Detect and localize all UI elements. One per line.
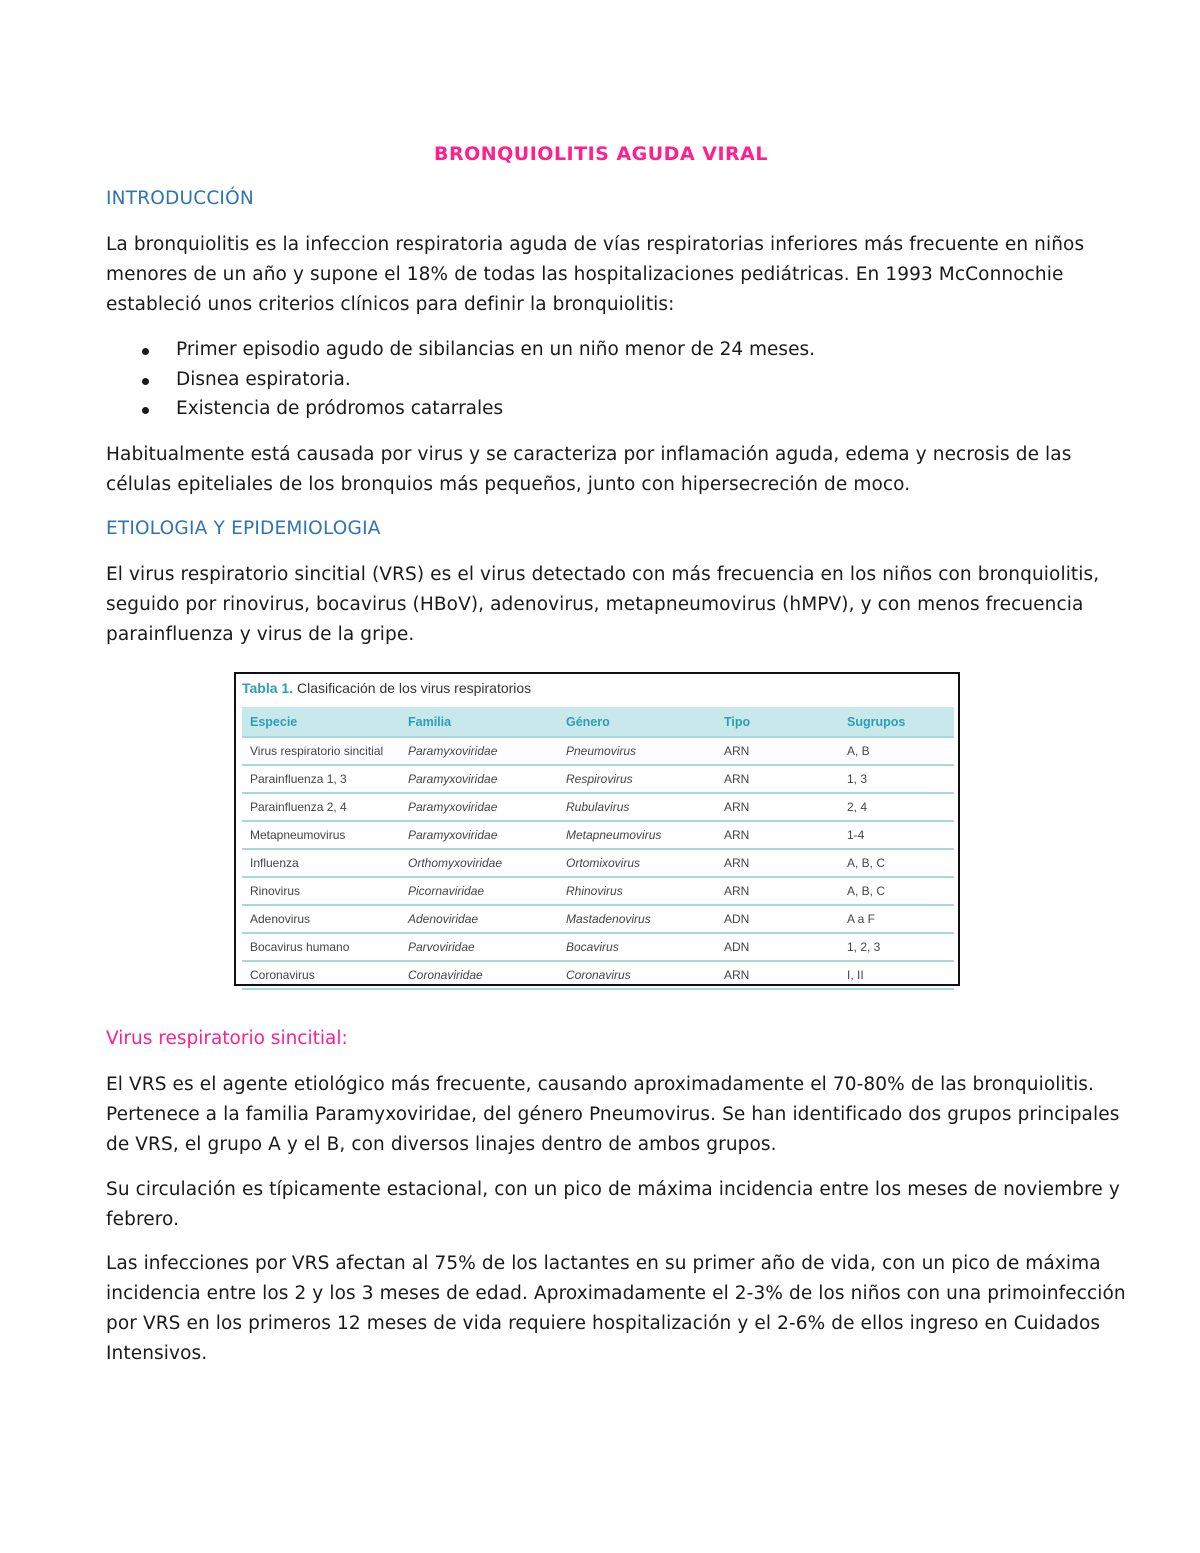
intro-paragraph bbox=[106, 230, 1096, 320]
table-cell: Adenovirus bbox=[242, 905, 400, 933]
text-line: Su circulación es típicamente estacional, con un pico de máxima incidencia entre los meses de noviembre y bbox=[106, 1179, 1120, 1200]
list-item-text: Disnea espiratoria. bbox=[176, 368, 351, 390]
table-cell: Ortomixovirus bbox=[558, 849, 716, 877]
list-item bbox=[106, 335, 815, 365]
table-cell: Coronavirus bbox=[558, 961, 716, 989]
table-cell: Rinovirus bbox=[242, 877, 400, 905]
table-cell: A, B bbox=[839, 737, 954, 765]
document-title: BRONQUIOLITIS AGUDA VIRAL bbox=[433, 143, 768, 165]
table-cell: ARN bbox=[716, 877, 839, 905]
bullet-icon bbox=[142, 348, 149, 355]
table-header-row bbox=[242, 707, 954, 737]
column-header: Sugrupos bbox=[839, 707, 954, 737]
text-line: estableció unos criterios clínicos para definir la bronquiolitis: bbox=[106, 294, 675, 315]
text-line: febrero. bbox=[106, 1209, 180, 1230]
column-header: Especie bbox=[242, 707, 400, 737]
column-header: Tipo bbox=[716, 707, 839, 737]
text-line: Habitualmente está causada por virus y se caracteriza por inflamación aguda, edema y necrosis de las bbox=[106, 444, 1072, 465]
text-line: parainfluenza y virus de la gripe. bbox=[106, 624, 415, 645]
table-cell: Mastadenovirus bbox=[558, 905, 716, 933]
table-cell: Picornaviridae bbox=[400, 877, 558, 905]
table-row bbox=[242, 737, 954, 765]
column-header: Género bbox=[558, 707, 716, 737]
table-cell: ARN bbox=[716, 765, 839, 793]
table-cell: A a F bbox=[839, 905, 954, 933]
table-cell: ARN bbox=[716, 849, 839, 877]
table-cell: A, B, C bbox=[839, 849, 954, 877]
table-cell: Bocavirus humano bbox=[242, 933, 400, 961]
bullet-icon bbox=[142, 378, 149, 385]
etiologia-paragraph bbox=[106, 560, 1100, 650]
table-cell: ARN bbox=[716, 961, 839, 989]
table-caption-text: Clasificación de los virus respiratorios bbox=[296, 680, 532, 696]
table-row bbox=[242, 849, 954, 877]
table-cell: Parainfluenza 1, 3 bbox=[242, 765, 400, 793]
criteria-list bbox=[106, 335, 815, 424]
table-cell: 1-4 bbox=[839, 821, 954, 849]
table-caption bbox=[242, 680, 531, 696]
table-cell: Coronavirus bbox=[242, 961, 400, 989]
list-item bbox=[106, 365, 815, 395]
text-line: por VRS en los primeros 12 meses de vida requiere hospitalización y el 2-6% de ellos ingreso en Cuidados bbox=[106, 1313, 1101, 1334]
table-cell: ADN bbox=[716, 905, 839, 933]
table-cell: Virus respiratorio sincitial bbox=[242, 737, 400, 765]
table-cell: Paramyxoviridae bbox=[400, 821, 558, 849]
vrs-heading: Virus respiratorio sincitial: bbox=[106, 1028, 348, 1049]
table-cell: Paramyxoviridae bbox=[400, 737, 558, 765]
text-line: de VRS, el grupo A y el B, con diversos linajes dentro de ambos grupos. bbox=[106, 1134, 777, 1155]
text-line: Pertenece a la familia Paramyxoviridae, del género Pneumovirus. Se han identificado dos grupos principales bbox=[106, 1104, 1120, 1125]
text-line: células epiteliales de los bronquios más pequeños, junto con hipersecreción de moco. bbox=[106, 474, 911, 495]
list-item bbox=[106, 394, 815, 424]
table-cell: Rubulavirus bbox=[558, 793, 716, 821]
table-cell: Respirovirus bbox=[558, 765, 716, 793]
list-item-text: Primer episodio agudo de sibilancias en un niño menor de 24 meses. bbox=[176, 339, 815, 360]
table-cell: 1, 2, 3 bbox=[839, 933, 954, 961]
text-line: menores de un año y supone el 18% de todas las hospitalizaciones pediátricas. En 1993 McConnochie bbox=[106, 264, 1064, 285]
text-line: La bronquiolitis es la infeccion respiratoria aguda de vías respiratorias inferiores más frecuente en niños bbox=[106, 234, 1085, 255]
section-heading-introduccion: INTRODUCCIÓN bbox=[106, 188, 254, 209]
table-cell: Orthomyxoviridae bbox=[400, 849, 558, 877]
table-cell: Pneumovirus bbox=[558, 737, 716, 765]
table-row bbox=[242, 961, 954, 989]
list-item-text: Existencia de pródromos catarrales bbox=[176, 398, 504, 419]
text-line: Intensivos. bbox=[106, 1343, 208, 1364]
table-cell: Coronaviridae bbox=[400, 961, 558, 989]
table-cell: Parvoviridae bbox=[400, 933, 558, 961]
table-cell: Adenoviridae bbox=[400, 905, 558, 933]
virus-table bbox=[242, 707, 954, 990]
section-heading-etiologia: ETIOLOGIA Y EPIDEMIOLOGIA bbox=[106, 518, 381, 539]
table-row bbox=[242, 905, 954, 933]
table-row bbox=[242, 933, 954, 961]
table-cell: 1, 3 bbox=[839, 765, 954, 793]
table-row bbox=[242, 821, 954, 849]
virus-classification-table-image bbox=[234, 672, 960, 986]
table-caption-label: Tabla 1. bbox=[242, 680, 294, 696]
table-cell: Paramyxoviridae bbox=[400, 765, 558, 793]
table-row bbox=[242, 877, 954, 905]
table-row bbox=[242, 765, 954, 793]
table-cell: Influenza bbox=[242, 849, 400, 877]
text-line: incidencia entre los 2 y los 3 meses de edad. Aproximadamente el 2-3% de los niños con una primoinfección bbox=[106, 1283, 1126, 1304]
bullet-icon bbox=[142, 407, 149, 414]
vrs-paragraph-3 bbox=[106, 1249, 1126, 1369]
table-cell: A, B, C bbox=[839, 877, 954, 905]
table-cell: Rhinovirus bbox=[558, 877, 716, 905]
table-cell: ADN bbox=[716, 933, 839, 961]
text-line: Las infecciones por VRS afectan al 75% de los lactantes en su primer año de vida, con un pico de máxima bbox=[106, 1253, 1101, 1274]
table-cell: Metapneumovirus bbox=[242, 821, 400, 849]
table-row bbox=[242, 793, 954, 821]
text-line: El VRS es el agente etiológico más frecuente, causando aproximadamente el 70-80% de las bronquiolitis. bbox=[106, 1074, 1095, 1095]
column-header: Familia bbox=[400, 707, 558, 737]
table-cell: Paramyxoviridae bbox=[400, 793, 558, 821]
table-cell: Bocavirus bbox=[558, 933, 716, 961]
table-cell: Parainfluenza 2, 4 bbox=[242, 793, 400, 821]
table-cell: Metapneumovirus bbox=[558, 821, 716, 849]
table-cell: 2, 4 bbox=[839, 793, 954, 821]
table-cell: I, II bbox=[839, 961, 954, 989]
vrs-paragraph-1 bbox=[106, 1070, 1120, 1160]
vrs-paragraph-2 bbox=[106, 1175, 1120, 1235]
intro-paragraph-2 bbox=[106, 440, 1096, 500]
text-line: El virus respiratorio sincitial (VRS) es el virus detectado con más frecuencia en los niños con bronquiolitis, bbox=[106, 564, 1100, 585]
table-cell: ARN bbox=[716, 821, 839, 849]
table-cell: ARN bbox=[716, 737, 839, 765]
text-line: seguido por rinovirus, bocavirus (HBoV), adenovirus, metapneumovirus (hMPV), y con menos frecuencia bbox=[106, 594, 1084, 615]
table-body bbox=[242, 737, 954, 989]
table-cell: ARN bbox=[716, 793, 839, 821]
